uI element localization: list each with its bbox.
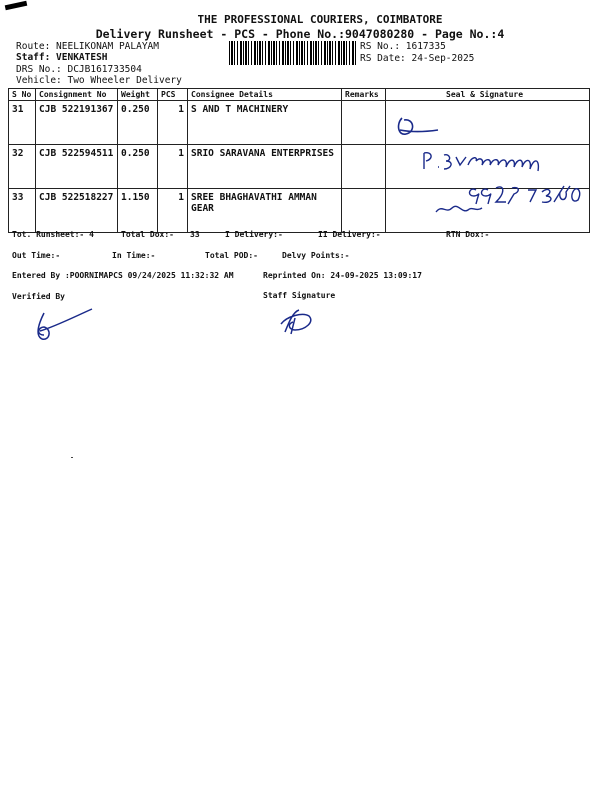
col-seal-signature: Seal & Signature — [386, 89, 590, 101]
col-weight: Weight — [118, 89, 158, 101]
col-remarks: Remarks — [342, 89, 386, 101]
cell-weight: 1.150 — [118, 189, 158, 233]
route-label: Route: NEELIKONAM PALAYAM — [16, 41, 159, 52]
total-dox-label: Total Dox:- — [121, 230, 174, 239]
col-pcs: PCS — [158, 89, 188, 101]
cell-sno: 31 — [9, 101, 36, 145]
runsheet-subtitle: Delivery Runsheet - PCS - Phone No.:9047080280 - Page No.:4 — [95, 27, 505, 41]
signature-row-32 — [420, 147, 560, 177]
ii-delivery: II Delivery:- — [318, 230, 381, 239]
signature-row-33 — [432, 182, 582, 222]
cell-pcs: 1 — [158, 145, 188, 189]
in-time: In Time:- — [112, 251, 156, 260]
cell-remarks — [342, 101, 386, 145]
verified-by-label: Verified By — [12, 292, 65, 301]
barcode — [229, 41, 357, 65]
cell-weight: 0.250 — [118, 101, 158, 145]
reprinted-on: Reprinted On: 24-09-2025 13:09:17 — [263, 271, 422, 280]
staff-signature-label: Staff Signature — [263, 291, 336, 300]
punch-mark — [5, 1, 28, 10]
cell-remarks — [342, 145, 386, 189]
rs-date: RS Date: 24-Sep-2025 — [360, 53, 475, 64]
table-header-row — [9, 89, 590, 101]
speck — [71, 457, 73, 458]
cell-consignee: SRIO SARAVANA ENTERPRISES — [188, 145, 342, 189]
vehicle-label: Vehicle: Two Wheeler Delivery — [16, 75, 182, 86]
signature-row-31 — [390, 110, 450, 142]
cell-pcs: 1 — [158, 189, 188, 233]
cell-consignment: CJB 522191367 — [36, 101, 118, 145]
cell-sno: 33 — [9, 189, 36, 233]
cell-sno: 32 — [9, 145, 36, 189]
cell-weight: 0.250 — [118, 145, 158, 189]
delvy-points: Delvy Points:- — [282, 251, 350, 260]
cell-consignee: S AND T MACHINERY — [188, 101, 342, 145]
rtn-dox: RTN Dox:- — [446, 230, 490, 239]
rs-number: RS No.: 1617335 — [360, 41, 446, 52]
cell-consignment: CJB 522594511 — [36, 145, 118, 189]
staff-signature — [275, 302, 325, 338]
cell-consignment: CJB 522518227 — [36, 189, 118, 233]
drs-number: DRS No.: DCJB161733504 — [16, 64, 142, 75]
staff-label: Staff: VENKATESH — [16, 52, 108, 63]
cell-consignee: SREE BHAGHAVATHI AMMAN GEAR — [188, 189, 342, 233]
cell-pcs: 1 — [158, 101, 188, 145]
i-delivery: I Delivery:- — [225, 230, 283, 239]
verified-signature — [30, 305, 100, 345]
col-consignee: Consignee Details — [188, 89, 342, 101]
tot-runsheet: Tot. Runsheet:- 4 — [12, 230, 94, 239]
table-row — [9, 101, 590, 145]
company-title: THE PROFESSIONAL COURIERS, COIMBATORE — [197, 13, 443, 26]
col-sno: S No — [9, 89, 36, 101]
entered-by: Entered By :POORNIMAPCS 09/24/2025 11:32:32 AM — [12, 271, 234, 280]
cell-remarks — [342, 189, 386, 233]
total-pod: Total POD:- — [205, 251, 258, 260]
out-time: Out Time:- — [12, 251, 61, 260]
col-consignment: Consignment No — [36, 89, 118, 101]
total-dox-value: 33 — [190, 230, 200, 239]
